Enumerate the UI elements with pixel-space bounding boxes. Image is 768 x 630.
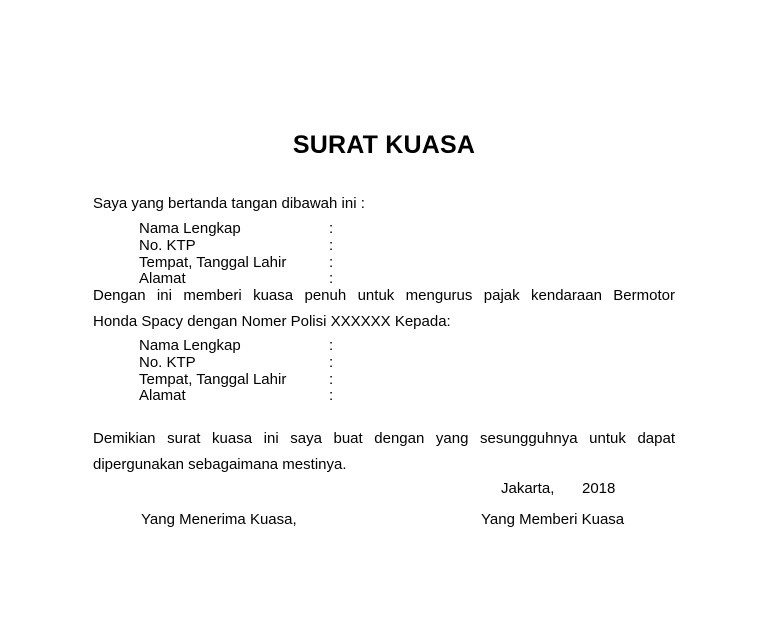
field-label: No. KTP: [139, 237, 196, 254]
field-separator: :: [329, 270, 334, 287]
body-line-2: Honda Spacy dengan Nomer Polisi XXXXXX Kepada:: [93, 313, 451, 330]
place-text: Jakarta,: [501, 480, 555, 497]
field-label: Alamat: [139, 387, 186, 404]
field-label: No. KTP: [139, 354, 196, 371]
year-text: 2018: [582, 480, 616, 497]
field-separator: :: [329, 371, 334, 388]
field-label: Tempat, Tanggal Lahir: [139, 254, 287, 271]
field-label: Nama Lengkap: [139, 337, 241, 354]
field-separator: :: [329, 254, 334, 271]
field-label: Tempat, Tanggal Lahir: [139, 371, 287, 388]
intro-text: Saya yang bertanda tangan dibawah ini :: [93, 195, 365, 212]
field-separator: :: [329, 387, 334, 404]
field-label: Alamat: [139, 270, 186, 287]
field-separator: :: [329, 220, 334, 237]
receiver-signature-label: Yang Menerima Kuasa,: [141, 511, 297, 528]
field-separator: :: [329, 337, 334, 354]
document-title: SURAT KUASA: [292, 131, 476, 159]
body-line-1: Dengan ini memberi kuasa penuh untuk mengurus pajak kendaraan Bermotor: [93, 287, 675, 304]
field-separator: :: [329, 237, 334, 254]
giver-signature-label: Yang Memberi Kuasa: [481, 511, 625, 528]
closing-line-2: dipergunakan sebagaimana mestinya.: [93, 456, 347, 473]
closing-line-1: Demikian surat kuasa ini saya buat dengan yang sesungguhnya untuk dapat: [93, 430, 675, 447]
field-separator: :: [329, 354, 334, 371]
field-label: Nama Lengkap: [139, 220, 241, 237]
